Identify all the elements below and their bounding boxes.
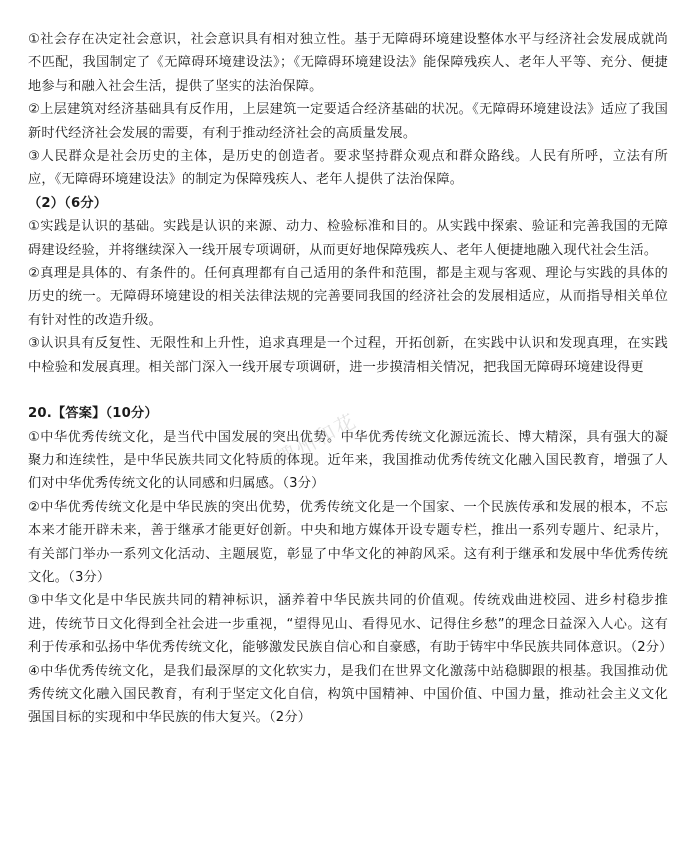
answer-20-point-1: ①中华优秀传统文化，是当代中国发展的突出优势。中华优秀传统文化源远流长、博大精深，具有强大的凝聚力和连续性，是中华民族共同文化特质的体现。近年来，我国推动优秀传统文化融入国民教育，增强了人们对中华优秀传统文化的认同感和归属感。（3分） [28, 429, 668, 492]
answer-header-20: 20.【答案】（10分） [28, 406, 158, 422]
answer-20-point-4: ④中华优秀传统文化，是我们最深厚的文化软实力，是我们在世界文化激荡中站稳脚跟的根基。我国推动优秀传统文化融入国民教育，有利于坚定文化自信，构筑中国精神、中国价值、中国力量，推动社会主义文化强国目标的实现和中华民族的伟大复兴。（2分） [28, 663, 668, 726]
answer-paragraph-1-2: ②上层建筑对经济基础具有反作用，上层建筑一定要适合经济基础的状况。《无障碍环境建设法》适应了我国新时代经济社会发展的需要，有利于推动经济社会的高质量发展。 [28, 102, 668, 141]
answer-paragraph-1-1: ①社会存在决定社会意识，社会意识具有相对独立性。基于无障碍环境建设整体水平与经济社会发展成就尚不匹配，我国制定了《无障碍环境建设法》；《无障碍环境建设法》能保障残疾人、老年人平等、充分、便捷地参与和融入社会生活，提供了坚实的法治保障。 [28, 32, 668, 94]
answer-paragraph-2-3: ③认识具有反复性、无限性和上升性，追求真理是一个过程，开拓创新，在实践中认识和发现真理，在实践中检验和发展真理。相关部门深入一线开展专项调研，进一步摸清相关情况，把我国无障碍环境建设得更 [28, 336, 668, 375]
watermark: 趣州和花 [271, 408, 361, 471]
answer-paragraph-1-3: ③人民群众是社会历史的主体，是历史的创造者。要求坚持群众观点和群众路线。人民有所呼，立法有所应，《无障碍环境建设法》的制定为保障残疾人、老年人提供了法治保障。 [28, 149, 668, 188]
subquestion-header: （2）（6分） [28, 195, 108, 211]
answer-20-point-2: ②中华优秀传统文化是中华民族的突出优势，优秀传统文化是一个国家、一个民族传承和发展的根本，不忘本来才能开辟未来，善于继承才能更好创新。中央和地方媒体开设专题专栏，推出一系列专题片、纪录片，有关部门举办一系列文化活动、主题展览，彰显了中华文化的神韵风采。这有利于继承和发展中华优秀传统文化。（3分） [28, 499, 668, 585]
answer-20-point-3: ③中华文化是中华民族共同的精神标识，涵养着中华民族共同的价值观。传统戏曲进校园、进乡村稳步推进，传统节日文化得到全社会进一步重视，“望得见山、看得见水、记得住乡愁”的理念日益深入人心。这有利于传承和弘扬中华优秀传统文化，能够激发民族自信心和自豪感，有助于铸牢中华民族共同体意识。（2分） [28, 593, 673, 656]
document-page [28, 28, 673, 730]
section-gap [28, 379, 668, 402]
answer-paragraph-2-2: ②真理是具体的、有条件的。任何真理都有自己适用的条件和范围，都是主观与客观、理论与实践的具体的历史的统一。无障碍环境建设的相关法律法规的完善要同我国的经济社会的发展相适应，从而指导相关单位有针对性的改造升级。 [28, 266, 668, 328]
answer-paragraph-2-1: ①实践是认识的基础。实践是认识的来源、动力、检验标准和目的。从实践中探索、验证和完善我国的无障碍建设经验，并将继续深入一线开展专项调研，从而更好地保障残疾人、老年人便捷地融入现代社会生活。 [28, 219, 668, 258]
